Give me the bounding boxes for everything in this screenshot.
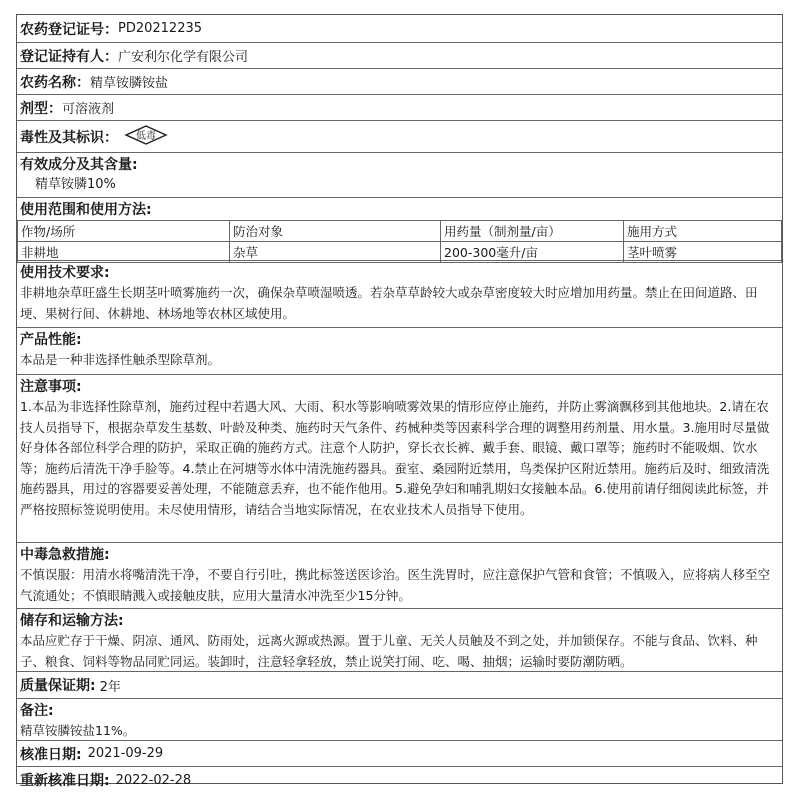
storage-section xyxy=(17,609,782,672)
low-toxicity-diamond-icon xyxy=(124,124,168,150)
formulation-value: 可溶液剂 xyxy=(62,102,115,117)
performance-heading: 产品性能: xyxy=(20,332,82,348)
usage-col-dosage: 用药量（制剂量/亩） xyxy=(441,221,624,242)
table-row xyxy=(18,242,782,263)
usage-section xyxy=(17,198,782,261)
registration-number-row xyxy=(17,15,782,43)
pesticide-label-document xyxy=(16,14,783,789)
storage-heading: 储存和运输方法: xyxy=(20,613,124,629)
usage-cell-target: 杂草 xyxy=(230,242,441,263)
precautions-section xyxy=(17,375,782,543)
performance-section xyxy=(17,328,782,375)
holder-row xyxy=(17,43,782,69)
remark-text: 精草铵膦铵盐11%。 xyxy=(20,723,136,738)
usage-col-target: 防治对象 xyxy=(230,221,441,242)
toxicity-label: 毒性及其标识： xyxy=(20,129,118,146)
usage-table-header-row xyxy=(18,221,782,242)
approval-date-label: 核准日期: xyxy=(20,746,82,763)
usage-heading: 使用范围和使用方法: xyxy=(20,202,152,218)
product-name-value: 精草铵膦铵盐 xyxy=(90,76,169,91)
first-aid-section xyxy=(17,543,782,609)
formulation-row xyxy=(17,95,782,121)
usage-cell-method: 茎叶喷雾 xyxy=(624,242,782,263)
approval-date-row xyxy=(17,741,782,767)
toxicity-badge-text: 低毒 xyxy=(136,130,156,142)
warranty-row xyxy=(17,672,782,699)
first-aid-text: 不慎误服：用清水将嘴清洗干净，不要自行引吐，携此标签送医诊治。医生洗胃时，应注意保护气管和食管；不慎吸入，应将病人移至空气流通处；不慎眼睛溅入或接触皮肤，应用大量清水冲洗至少15分钟。 xyxy=(20,567,771,603)
registration-number-label: 农药登记证号： xyxy=(20,21,118,38)
technical-requirements-text: 非耕地杂草旺盛生长期茎叶喷雾施药一次，确保杂草喷湿喷透。若杂草草龄较大或杂草密度较大时应增加用药量。禁止在田间道路、田埂、果树行间、休耕地、林场地等农林区域使用。 xyxy=(20,285,758,321)
first-aid-heading: 中毒急救措施: xyxy=(20,547,110,563)
usage-table xyxy=(17,220,782,263)
technical-requirements-section xyxy=(17,261,782,328)
holder-value: 广安利尔化学有限公司 xyxy=(118,50,249,65)
remark-section xyxy=(17,699,782,741)
remark-heading: 备注: xyxy=(20,703,54,719)
ingredient-value: 精草铵膦10% xyxy=(35,177,116,192)
technical-requirements-heading: 使用技术要求: xyxy=(20,265,110,281)
toxicity-row xyxy=(17,121,782,153)
formulation-label: 剂型： xyxy=(20,100,62,117)
registration-number-value: PD20212235 xyxy=(118,21,203,36)
performance-text: 本品是一种非选择性触杀型除草剂。 xyxy=(20,352,221,367)
warranty-label: 质量保证期: xyxy=(20,678,96,694)
reapproval-date-label: 重新核准日期: xyxy=(20,773,110,789)
precautions-text: 1.本品为非选择性除草剂，施药过程中若遇大风、大雨、积水等影响喷雾效果的情形应停止施药，并防止雾滴飘移到其他地块。2.请在农技人员指导下，根据杂草发生基数、叶龄及种类、施药时天气条件、药械种类等因素科学合理的调整用药剂量、用水量。3.施用时尽量做好身体各部位科学合理的防护，采取正确的施药方式。注意个人防护，穿长衣长裤、戴手套、眼镜、戴口罩等；施药时不能吸烟、饮水等；施药后清洗干净手脸等。4.禁止在河塘等水体中清洗施药器具。蚕室、桑园附近禁用，鸟类保护区附近禁用。施药后及时、细致清洗施药器具，用过的容器要妥善处理，不能随意丢弃，也不能作他用。5.避免孕妇和哺乳期妇女接触本品。6.使用前请仔细阅读此标签，并严格按照标签说明使用。未尽使用情形，请结合当地实际情况，在农业技术人员指导下使用。 xyxy=(20,399,770,517)
reapproval-date-row xyxy=(17,767,782,793)
product-name-row xyxy=(17,69,782,95)
usage-cell-dosage: 200-300毫升/亩 xyxy=(441,242,624,263)
precautions-heading: 注意事项: xyxy=(20,379,82,395)
usage-col-method: 施用方式 xyxy=(624,221,782,242)
product-name-label: 农药名称： xyxy=(20,74,90,91)
holder-label: 登记证持有人： xyxy=(20,48,118,65)
ingredient-heading: 有效成分及其含量: xyxy=(20,157,138,173)
warranty-value: 2年 xyxy=(99,679,121,695)
storage-text: 本品应贮存于干燥、阴凉、通风、防雨处，远离火源或热源。置于儿童、无关人员触及不到之处，并加锁保存。不能与食品、饮料、种子、粮食、饲料等物品同贮同运。装卸时，注意轻拿轻放，禁止说笑打闹、吃、喝、抽烟；运输时要防潮防晒。 xyxy=(20,633,758,669)
reapproval-date-value: 2022-02-28 xyxy=(115,772,192,788)
ingredient-section xyxy=(17,153,782,198)
usage-cell-crop: 非耕地 xyxy=(18,242,230,263)
approval-date-value: 2021-09-29 xyxy=(87,746,164,761)
usage-col-crop: 作物/场所 xyxy=(18,221,230,242)
